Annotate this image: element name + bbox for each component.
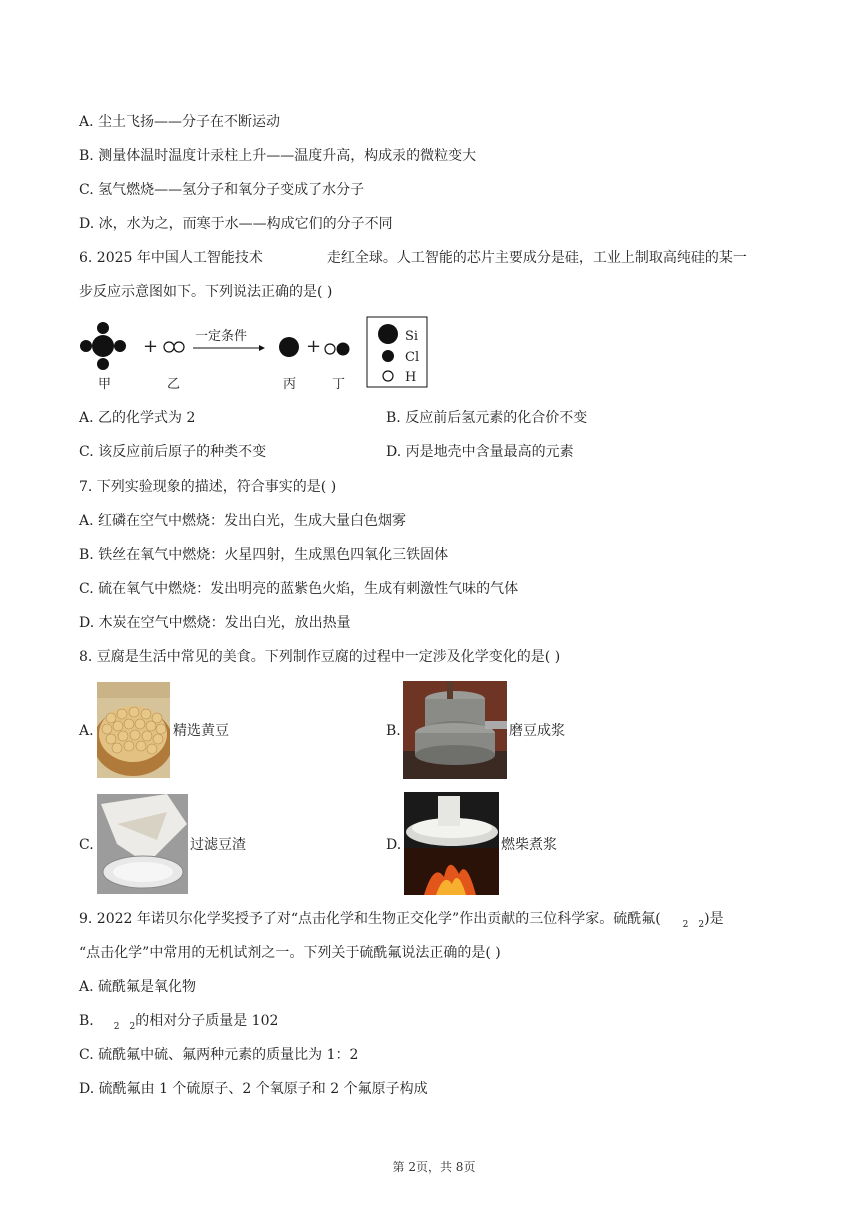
label-bing: 丙 <box>283 377 297 392</box>
reaction-diagram <box>79 314 439 392</box>
q7-option-a: A. 红磷在空气中燃烧：发出白光，生成大量白色烟雾 <box>79 513 407 529</box>
legend-h: H <box>405 370 417 385</box>
molecule-ding <box>325 343 350 356</box>
page-footer: 第 2页，共 8页 <box>392 1160 476 1174</box>
molecule-yi <box>164 342 184 352</box>
q5-option-b: B. 测量体温时温度计汞柱上升——温度升高，构成汞的微粒变大 <box>79 148 477 164</box>
legend-cl: Cl <box>405 350 420 365</box>
plus-sign-1: + <box>143 336 159 357</box>
q9-stem-line1: 9. 2022 年诺贝尔化学奖授予了对“点击化学和生物正交化学”作出贡献的三位科学家。硫酰氟( $_2$ $_2$)是 <box>79 911 724 930</box>
plus-sign-2: + <box>306 336 322 357</box>
molecule-jia <box>80 322 126 370</box>
q6-option-a: A. 乙的化学式为 2 <box>79 410 196 426</box>
firewood-cooking-image <box>404 792 499 895</box>
legend-box <box>367 317 427 387</box>
arrow-head-icon <box>259 345 265 351</box>
label-jia: 甲 <box>98 377 112 392</box>
label-yi: 乙 <box>167 377 181 392</box>
q9-option-b: B. $_2$ $_2$的相对分子质量是 102 <box>79 1013 279 1032</box>
q6-stem-line2: 步反应示意图如下。下列说法正确的是( ) <box>79 284 333 300</box>
q6-stem-part1: 6. 2025 年中国人工智能技术 <box>79 250 263 266</box>
q8-option-a-letter: A. <box>79 723 94 739</box>
q8-stem: 8. 豆腐是生活中常见的美食。下列制作豆腐的过程中一定涉及化学变化的是( ) <box>79 649 561 665</box>
q8-option-a-text: 精选黄豆 <box>173 723 229 739</box>
q5-option-c: C. 氢气燃烧——氢分子和氧分子变成了水分子 <box>79 182 365 198</box>
q6-stem-line1 <box>79 248 747 268</box>
molecule-bing <box>279 337 299 357</box>
q5-option-a: A. 尘土飞扬——分子在不断运动 <box>79 114 281 130</box>
stone-mill-image <box>403 681 507 779</box>
filtering-image <box>97 794 188 894</box>
q7-stem: 7. 下列实验现象的描述，符合事实的是( ) <box>79 479 337 495</box>
q9-option-d: D. 硫酰氟由 1 个硫原子、2 个氧原子和 2 个氟原子构成 <box>79 1081 428 1097</box>
q8-option-d-text: 燃柴煮浆 <box>501 837 557 853</box>
q8-option-b-letter: B. <box>386 723 401 739</box>
q6-stem-part2: 走红全球。人工智能的芯片主要成分是硅，工业上制取高纯硅的某一 <box>326 250 747 266</box>
reaction-condition: 一定条件 <box>195 329 248 344</box>
q7-option-c: C. 硫在氧气中燃烧：发出明亮的蓝紫色火焰，生成有刺激性气味的气体 <box>79 581 519 597</box>
q8-option-d-letter: D. <box>386 837 402 853</box>
q9-option-c: C. 硫酰氟中硫、氟两种元素的质量比为 1：2 <box>79 1047 359 1063</box>
legend-si: Si <box>405 329 419 344</box>
q6-option-c: C. 该反应前后原子的种类不变 <box>79 444 267 460</box>
q9-option-a: A. 硫酰氟是氧化物 <box>79 979 197 995</box>
q7-option-d: D. 木炭在空气中燃烧：发出白光，放出热量 <box>79 615 351 631</box>
q6-option-d: D. 丙是地壳中含量最高的元素 <box>386 444 574 460</box>
q9-stem-line2: “点击化学”中常用的无机试剂之一。下列关于硫酰氟说法正确的是( ) <box>79 945 501 961</box>
q8-option-b-text: 磨豆成浆 <box>509 723 565 739</box>
soybeans-image <box>97 682 170 778</box>
q7-option-b: B. 铁丝在氧气中燃烧：火星四射，生成黑色四氧化三铁固体 <box>79 547 449 563</box>
q8-option-c-text: 过滤豆渣 <box>190 837 246 853</box>
q8-option-c-letter: C. <box>79 837 94 853</box>
q6-option-b: B. 反应前后氢元素的化合价不变 <box>386 410 588 426</box>
q5-option-d: D. 冰，水为之，而寒于水——构成它们的分子不同 <box>79 216 393 232</box>
label-ding: 丁 <box>332 377 346 392</box>
